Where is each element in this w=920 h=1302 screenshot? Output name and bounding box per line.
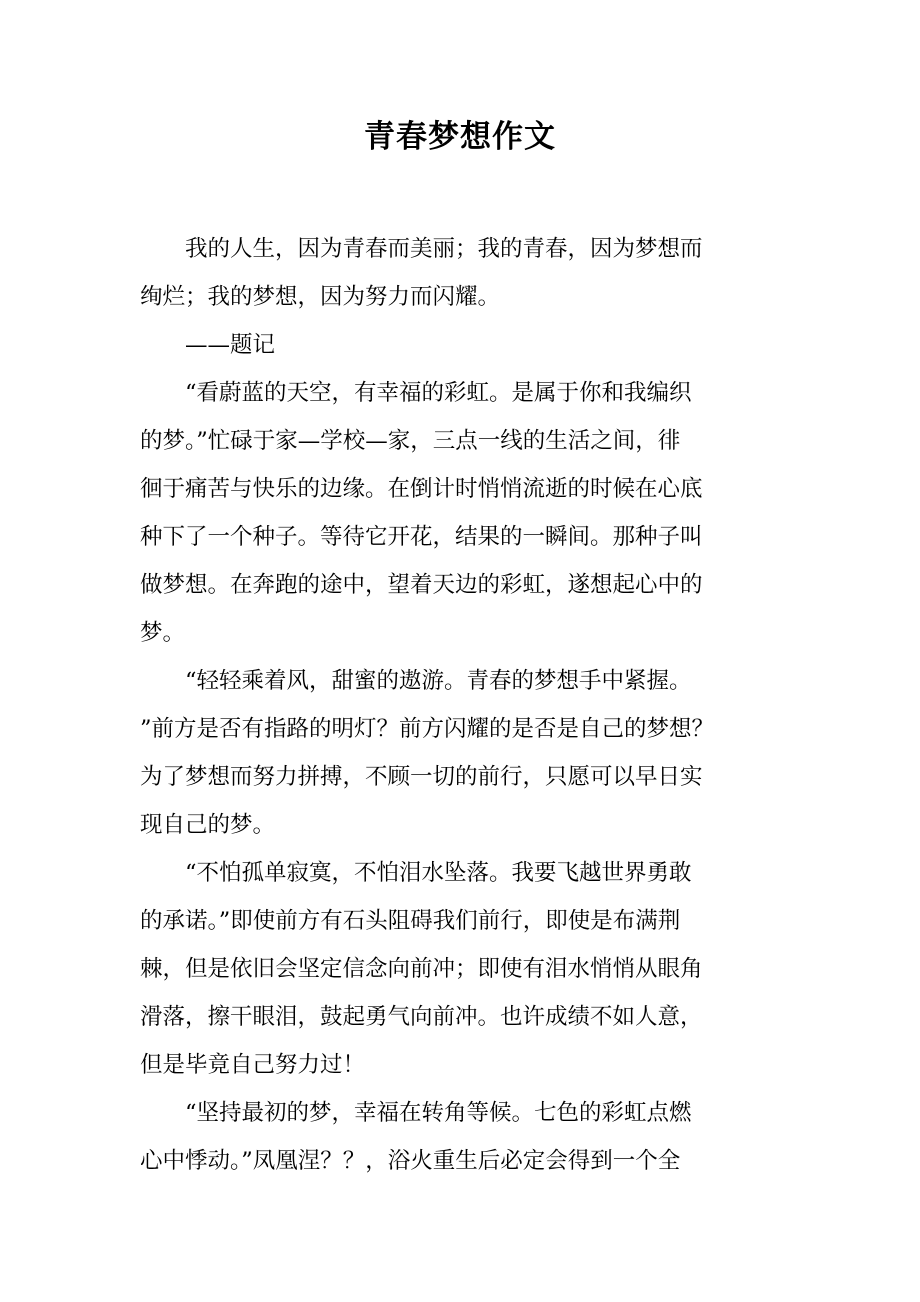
body-line: 我的人生，因为青春而美丽；我的青春，因为梦想而 xyxy=(140,236,703,262)
body-line: 心中悸动。”凤凰涅？？，浴火重生后必定会得到一个全 xyxy=(140,1148,681,1174)
body-line: 现自己的梦。 xyxy=(140,812,276,838)
body-line: 绚烂；我的梦想，因为努力而闪耀。 xyxy=(140,284,501,310)
document-title: 青春梦想作文 xyxy=(364,119,556,155)
body-line: 徊于痛苦与快乐的边缘。在倒计时悄悄流逝的时候在心底 xyxy=(140,476,703,502)
body-line: ——题记 xyxy=(140,332,276,358)
body-line: 为了梦想而努力拼搏，不顾一切的前行，只愿可以早日实 xyxy=(140,764,703,790)
body-line: “轻轻乘着风，甜蜜的遨游。青春的梦想手中紧握。 xyxy=(140,668,692,694)
body-line: 滑落，擦干眼泪，鼓起勇气向前冲。也许成绩不如人意， xyxy=(140,1004,703,1030)
body-line: 的承诺。”即使前方有石头阻碍我们前行，即使是布满荆 xyxy=(140,908,681,934)
body-line: 的梦。”忙碌于家—学校—家，三点一线的生活之间，徘 xyxy=(140,428,681,454)
body-line: “不怕孤单寂寞，不怕泪水坠落。我要飞越世界勇敢 xyxy=(140,860,692,886)
body-line: 种下了一个种子。等待它开花，结果的一瞬间。那种子叫 xyxy=(140,524,703,550)
body-line: “看蔚蓝的天空，有幸福的彩虹。是属于你和我编织 xyxy=(140,380,692,406)
body-line: “坚持最初的梦，幸福在转角等候。七色的彩虹点燃 xyxy=(140,1100,692,1126)
body-line: ”前方是否有指路的明灯？前方闪耀的是否是自己的梦想？ xyxy=(140,716,715,742)
body-line: 梦。 xyxy=(140,620,186,646)
body-line: 做梦想。在奔跑的途中，望着天边的彩虹，遂想起心中的 xyxy=(140,572,703,598)
body-line: 棘，但是依旧会坚定信念向前冲；即使有泪水悄悄从眼角 xyxy=(140,956,703,982)
body-line: 但是毕竟自己努力过！ xyxy=(140,1052,366,1078)
